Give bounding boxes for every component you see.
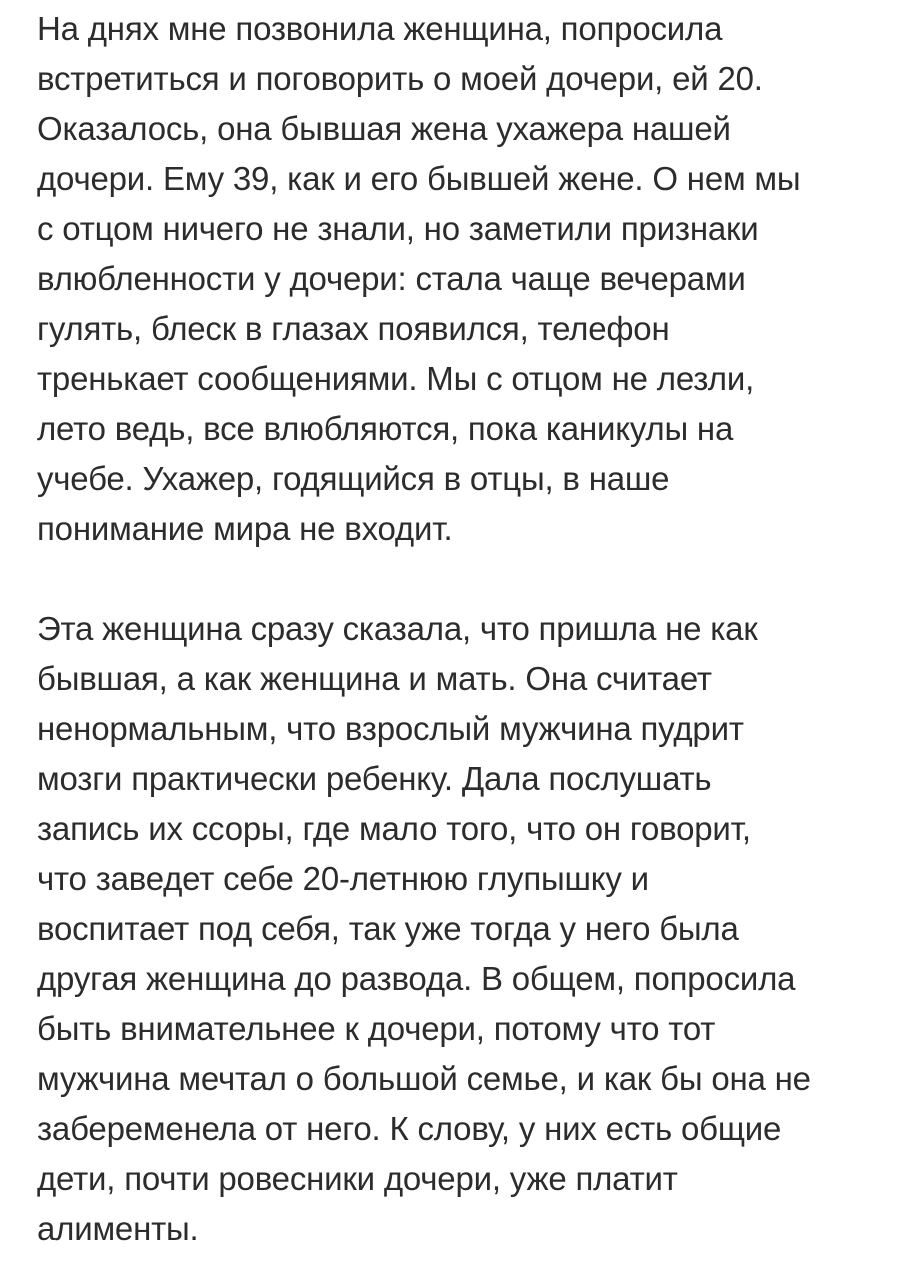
text-line: влюбленности у дочери: стала чаще вечерами xyxy=(37,260,746,297)
text-line: с отцом ничего не знали, но заметили признаки xyxy=(37,210,759,247)
text-line: что заведет себе 20-летнюю глупышку и xyxy=(37,860,649,897)
text-line: гулять, блеск в глазах появился, телефон xyxy=(37,310,670,347)
text-line: ненормальным, что взрослый мужчина пудрит xyxy=(37,710,744,747)
text-line: другая женщина до развода. В общем, попросила xyxy=(37,960,796,997)
text-line: дочери. Ему 39, как и его бывшей жене. О нем мы xyxy=(37,160,801,197)
text-line: понимание мира не входит. xyxy=(37,510,453,547)
text-line: воспитает под себя, так уже тогда у него была xyxy=(37,910,739,947)
text-line: Эта женщина сразу сказала, что пришла не как xyxy=(37,610,758,647)
text-line: дети, почти ровесники дочери, уже платит xyxy=(37,1160,678,1197)
text-line: На днях мне позвонила женщина, попросила xyxy=(37,10,723,47)
text-line: тренькает сообщениями. Мы с отцом не лезли, xyxy=(37,360,755,397)
text-line: бывшая, а как женщина и мать. Она считает xyxy=(37,660,712,697)
text-line: лето ведь, все влюбляются, пока каникулы на xyxy=(37,410,734,447)
text-line: учебе. Ухажер, годящийся в отцы, в наше xyxy=(37,460,670,497)
text-line: запись их ссоры, где мало того, что он говорит, xyxy=(37,810,751,847)
text-line: мозги практически ребенку. Дала послушать xyxy=(37,760,712,797)
text-line: мужчина мечтал о большой семье, и как бы она не xyxy=(37,1060,811,1097)
text-line: алименты. xyxy=(37,1210,199,1247)
text-line: забеременела от него. К слову, у них есть общие xyxy=(37,1110,782,1147)
text-line: быть внимательнее к дочери, потому что тот xyxy=(37,1010,716,1047)
text-line: Оказалось, она бывшая жена ухажера нашей xyxy=(37,110,731,147)
text-line: встретиться и поговорить о моей дочери, ей 20. xyxy=(37,60,763,97)
